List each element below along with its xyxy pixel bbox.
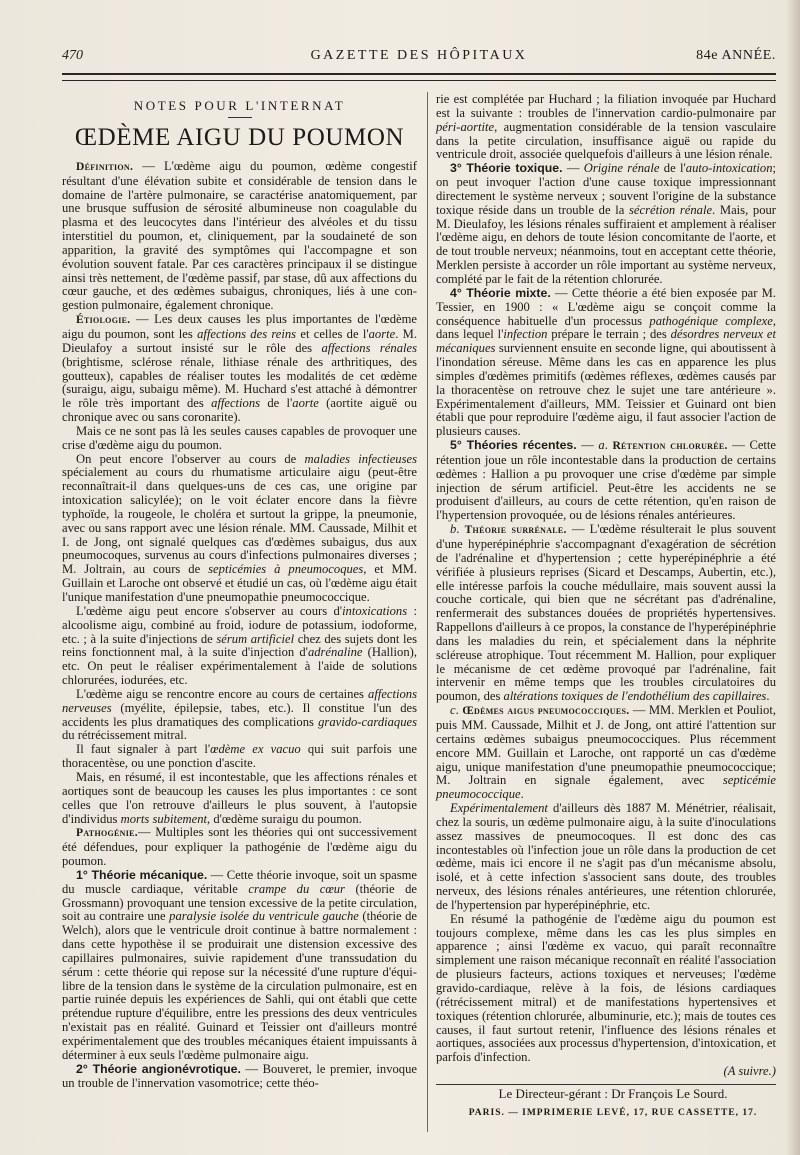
paragraph: 5° Théories récentes. — a. Rétention chlorurée. — Cette rétention joue un rôle incontestable dans la production de certains œdèmes : Hallion a pu provoquer une crise d'œdème par simple injection de sérum artificiel. Peut-être les accidents ne se produisent d'ailleurs, au cours de cette rétention, qu'en raison de l'hypertension provoquée, ou de lésions rénales antérieures. [436,438,777,523]
paragraph: On peut encore l'observer au cours de maladies infectieuses spécialement au cours du rhumatisme articulaire aigu (peut-être reconnaîtrait-il dans quelques-uns de ces cas, une origine par intoxication salicylée); on le voit éclater encore dans la fièvre typhoïde, la rougeole, le choléra et surtout la grippe, la pneumonie, avec ou sans rapport avec une lésion rénale. MM. Caussade, Milhit et I. de Jong, ont signalé quelques cas d'œdèmes subaigus, dus aux pneumocoques, survenus au cours d'infections pulmonaires diverses ; M. Joltrain, au cours de septicémies à pneumocoques, et MM. Guillain et Laroche ont observé et étudié un cas, où l'œdème aigu était l'unique manifestation d'une pneumopathie pneumococcique. [62,451,417,604]
running-header [62,48,776,70]
paragraph: 2° Théorie angionévrotique. — Bouveret, le premier, invoque un trouble de l'innervation vasomotrice; cette théo- [62,1061,417,1090]
article-title: ŒDÈME AIGU DU POUMON [74,123,405,151]
page-number: 470 [62,48,83,63]
paragraph: c. Œdèmes aigus pneumococciques. — MM. Merklen et Pouliot, puis MM. Caussade, Milhit et J. de Jong, ont attiré l'attention sur certains œdèmes subaigus pneumococciques. Plus récemment encore MM. Guillain et Laroche, ont rapporté un cas d'œdème aigu, unique manifestation d'une pneumopathie pneumococcique; M. Joltrain en signale également, avec septicémie pneumococcique. [436,703,776,802]
paragraph: Définition. — L'œdème aigu du poumon, œdème congestif résultant d'une élévation subite et considérable de tension dans le domaine de l'artère pulmonaire, se caractérise anatomiquement, par une brusque suffusion de sérosité albumineuse non coagulable du plasma et des leucocytes dans l'intérieur des alvéoles et du tissu interstitiel du poumon, et, cliniquement, par la soudaineté de son apparition, la gravité des symptômes qui l'accompagne et son évolution souvent fatale. Par ces caractères principaux il se distingue ainsi très nettement, de l'œdème passif, par stase, dû aux affections du cœur gauche, et des œdèmes subaigus, chroniques, liés à une congestion pulmonaire, également chronique. [62,158,417,313]
to-be-continued: (A suivre.) [723,1064,776,1079]
right-column [436,93,776,1121]
printer-line: PARIS. — IMPRIMERIE LEVÉ, 17, RUE CASSETTE, 17. [468,1107,758,1118]
paragraph: Étiologie. — Les deux causes les plus importantes de l'œdème aigu du poumon, sont les affections des reins et celles de l'aorte. M. Dieulafoy a surtout insisté sur le rôle des affections rénales (brightisme, sclérose rénale, lithiase rénale des arthritiques, des goutteux), capables de réaliser toutes les modalités de cet œdème (suraigu, aigu, subaigu même). M. Huchard s'est attaché à démontrer le rôle très important des affections de l'aorte (aortite aiguë ou chronique avec ou sans coronarite). [62,312,417,425]
paragraph: Il faut signaler à part l'œdème ex vacuo qui suit parfois une thoracentèse, ou une ponction d'ascite. [62,742,417,771]
journal-title: GAZETTE DES HÔPITAUX [310,48,528,63]
left-column [62,93,417,1090]
paragraph: En résumé la pathogénie de l'œdème aigu du poumon est toujours complexe, même dans les cas les plus simples en apparence ; ainsi l'œdème ex vacuo, qui paraît reconnaître simplement une raison mécanique reconnaît en réalité l'association de plusieurs facteurs, actions toxiques et nerveuses; l'œdème gravido-cardiaque, relève à la fois, de lésions cardiaques (rétrécissement mitral) et de manifestations hypertensives et toxiques (rétention chlorurée, albuminurie, etc.); mais de toutes ces causes, il faut surtout retenir, l'influence des lésions rénales et aortiques, associées aux processus d'hypertension, d'intoxication, et parfois d'infection. [436,911,776,1065]
header-rule-thin [62,80,776,81]
paragraph: 3° Théorie toxique. — Origine rénale de l'auto-intoxication; on peut invoquer l'action d'une cause toxique impressionnant directement le système nerveux ; souvent l'origine de la substance toxique réside dans un trouble de la sécrétion rénale. Mais, pour M. Dieulafoy, les lésions rénales suffiraient et amplement à réaliser l'œdème aigu, en dehors de toute lésion concomitante de l'aorte, et de tout trouble nerveux; néanmoins, tout en acceptant cette théorie, Merklen persiste à accorder un rôle important au système nerveux, complété par le fait de la rétention chlorurée. [436,161,777,286]
section-heading: NOTES POUR L'INTERNAT [133,98,346,113]
right-column-body [436,93,776,1065]
paragraph: 1° Théorie mécanique. — Cette théorie invoque, soit un spasme du muscle cardiaque, véritable crampe du cœur (théorie de Grossmann) provoquant une tension excessive de la petite circulation, soit au contraire une paralysie isolée du ventricule gauche (théorie de Welch), alors que le ventricule droit continue à battre normalement : dans cette hypothèse il se produirait une distension excessive des capillaires pulmonaires, suivie rapidement d'une transsudation du sérum : cette théorie qui repose sur la nécessité d'une rupture d'équilibre de la tension dans le système de la circulation pulmonaire, est en partie ruinée depuis les expériences de Sahli, qui ont établi que cette prétendue rupture d'équilibre, entre les pressions des deux ventricules n'existait pas en réalité. Guinard et Teissier ont d'ailleurs montré expérimentalement que des troubles mécaniques étaient impuissants à déterminer à eux seuls l'œdème pulmonaire aigu. [62,867,418,1062]
paragraph: rie est complétée par Huchard ; la filiation invoquée par Huchard est la suivante : troubles de l'innervation cardio-pulmonaire par péri-aortite, augmentation considérable de la tension vasculaire dans la petite circulation, insuffisance aiguë ou rapide du ventricule droit, associée quelquefois d'ailleurs à une lésion rénale. [436,92,776,162]
footer-rule [436,1084,776,1085]
paragraph: Pathogénie.— Multiples sont les théories qui ont successivement été défendues, pour expliquer la pathogénie de l'œdème aigu du poumon. [62,825,417,869]
header-rule [62,73,776,75]
paragraph: Mais, en résumé, il est incontestable, que les affections rénales et aortiques sont de beaucoup les causes les plus importantes : ce sont celles que l'on retrouve d'ailleurs le plus souvent, à l'autopsie d'individus morts subitement, d'œdème suraigu du poumon. [62,769,417,826]
paragraph: b. Théorie surrénale. — L'œdème résulterait le plus souvent d'une hyperépinéphrie s'accompagnant d'exagération de sécrétion de l'adrénaline et d'hypertension ; cette hyperépinéphrie a été vérifiée à plusieurs reprises (Sicard et Descamps, Aubertin, etc.), elle intéresse parfois la couche médullaire, mais souvent aussi la couche corticale, qui bien que ne sécrétant pas d'adrénaline, renfermerait des substances douées de propriétés hypertensives. Rappellons d'ailleurs à ce propos, la constance de l'hyperépinéphrie dans les maladies du rein, et spécialement dans la néphrite scléreuse atrophique. Tout récemment M. Hallion, pour expliquer le mécanisme de cet œdème provoqué par l'adrénaline, fait intervenir en même temps que les troubles circulatoires du poumon, des altérations toxiques de l'endothélium des capillaires. [436,522,777,704]
paragraph: L'œdème aigu se rencontre encore au cours de certaines affections nerveuses (myélite, épilepsie, tabes, etc.). Il constitue l'un des accidents les plus dramatiques des complications gravido-cardiaques du rétrécissement mitral. [62,686,417,743]
paragraph: Mais ce ne sont pas là les seules causes capables de provoquer une crise d'œdème aigu du poumon. [62,423,417,452]
director-line: Le Directeur-gérant : Dr François Le Sourd. [498,1085,728,1101]
journal-year: 84e ANNÉE. [696,48,776,63]
column-divider [427,92,428,1132]
paragraph: 4° Théorie mixte. — Cette théorie a été bien exposée par M. Tessier, en 1900 : « L'œdème aigu se conçoit comme la conséquence habituelle d'un processus pathogénique complexe, dans lequel l'infection prépare le terrain ; des désordres nerveux et mécaniques surviennent ensuite en seconde ligne, qui aboutissent à l'inondation séreuse. Même dans les cas en apparence les plus simples d'œdèmes primitifs (œdèmes réflexes, œdèmes causés par la thoracentèse on retrouve chez le sujet une tare antérieure ». Expérimentalement d'ailleurs, MM. Teissier et Guinard ont bien établi que pour reproduire l'œdème aigu, il faut associer l'action de plusieurs causes. [436,285,777,439]
page-edge-shadow [786,0,800,1155]
left-column-body [62,160,417,1091]
section-separator [228,117,252,118]
paragraph: Expérimentalement d'ailleurs dès 1887 M. Ménétrier, réalisait, chez la souris, un œdème pulmonaire aigu, à la suite d'inoculations assez massives de pneumocoques. Il est donc des cas incontestables où l'infection joue un rôle dans la production de cet œdème, mais ici encore il ne s'agit pas d'un mécanisme absolu, isolé, et à cette infection s'associent sans doute, des troubles nerveux, des lésions rénales antérieures, une rétention chlorurée, de l'hypertension par hyperépinéphrie, etc. [436,801,776,912]
paragraph: L'œdème aigu peut encore s'observer au cours d'intoxications : alcoolisme aigu, combiné au froid, iodure de potassium, iodoforme, etc. ; à la suite d'injections de sérum artificiel chez des sujets dont les reins fonctionnent mal, à la suite d'injection d'adrénaline (Hallion), etc. On peut le réaliser expérimentalement à l'aide de solutions chlorurées, iodurées, etc. [62,603,417,688]
